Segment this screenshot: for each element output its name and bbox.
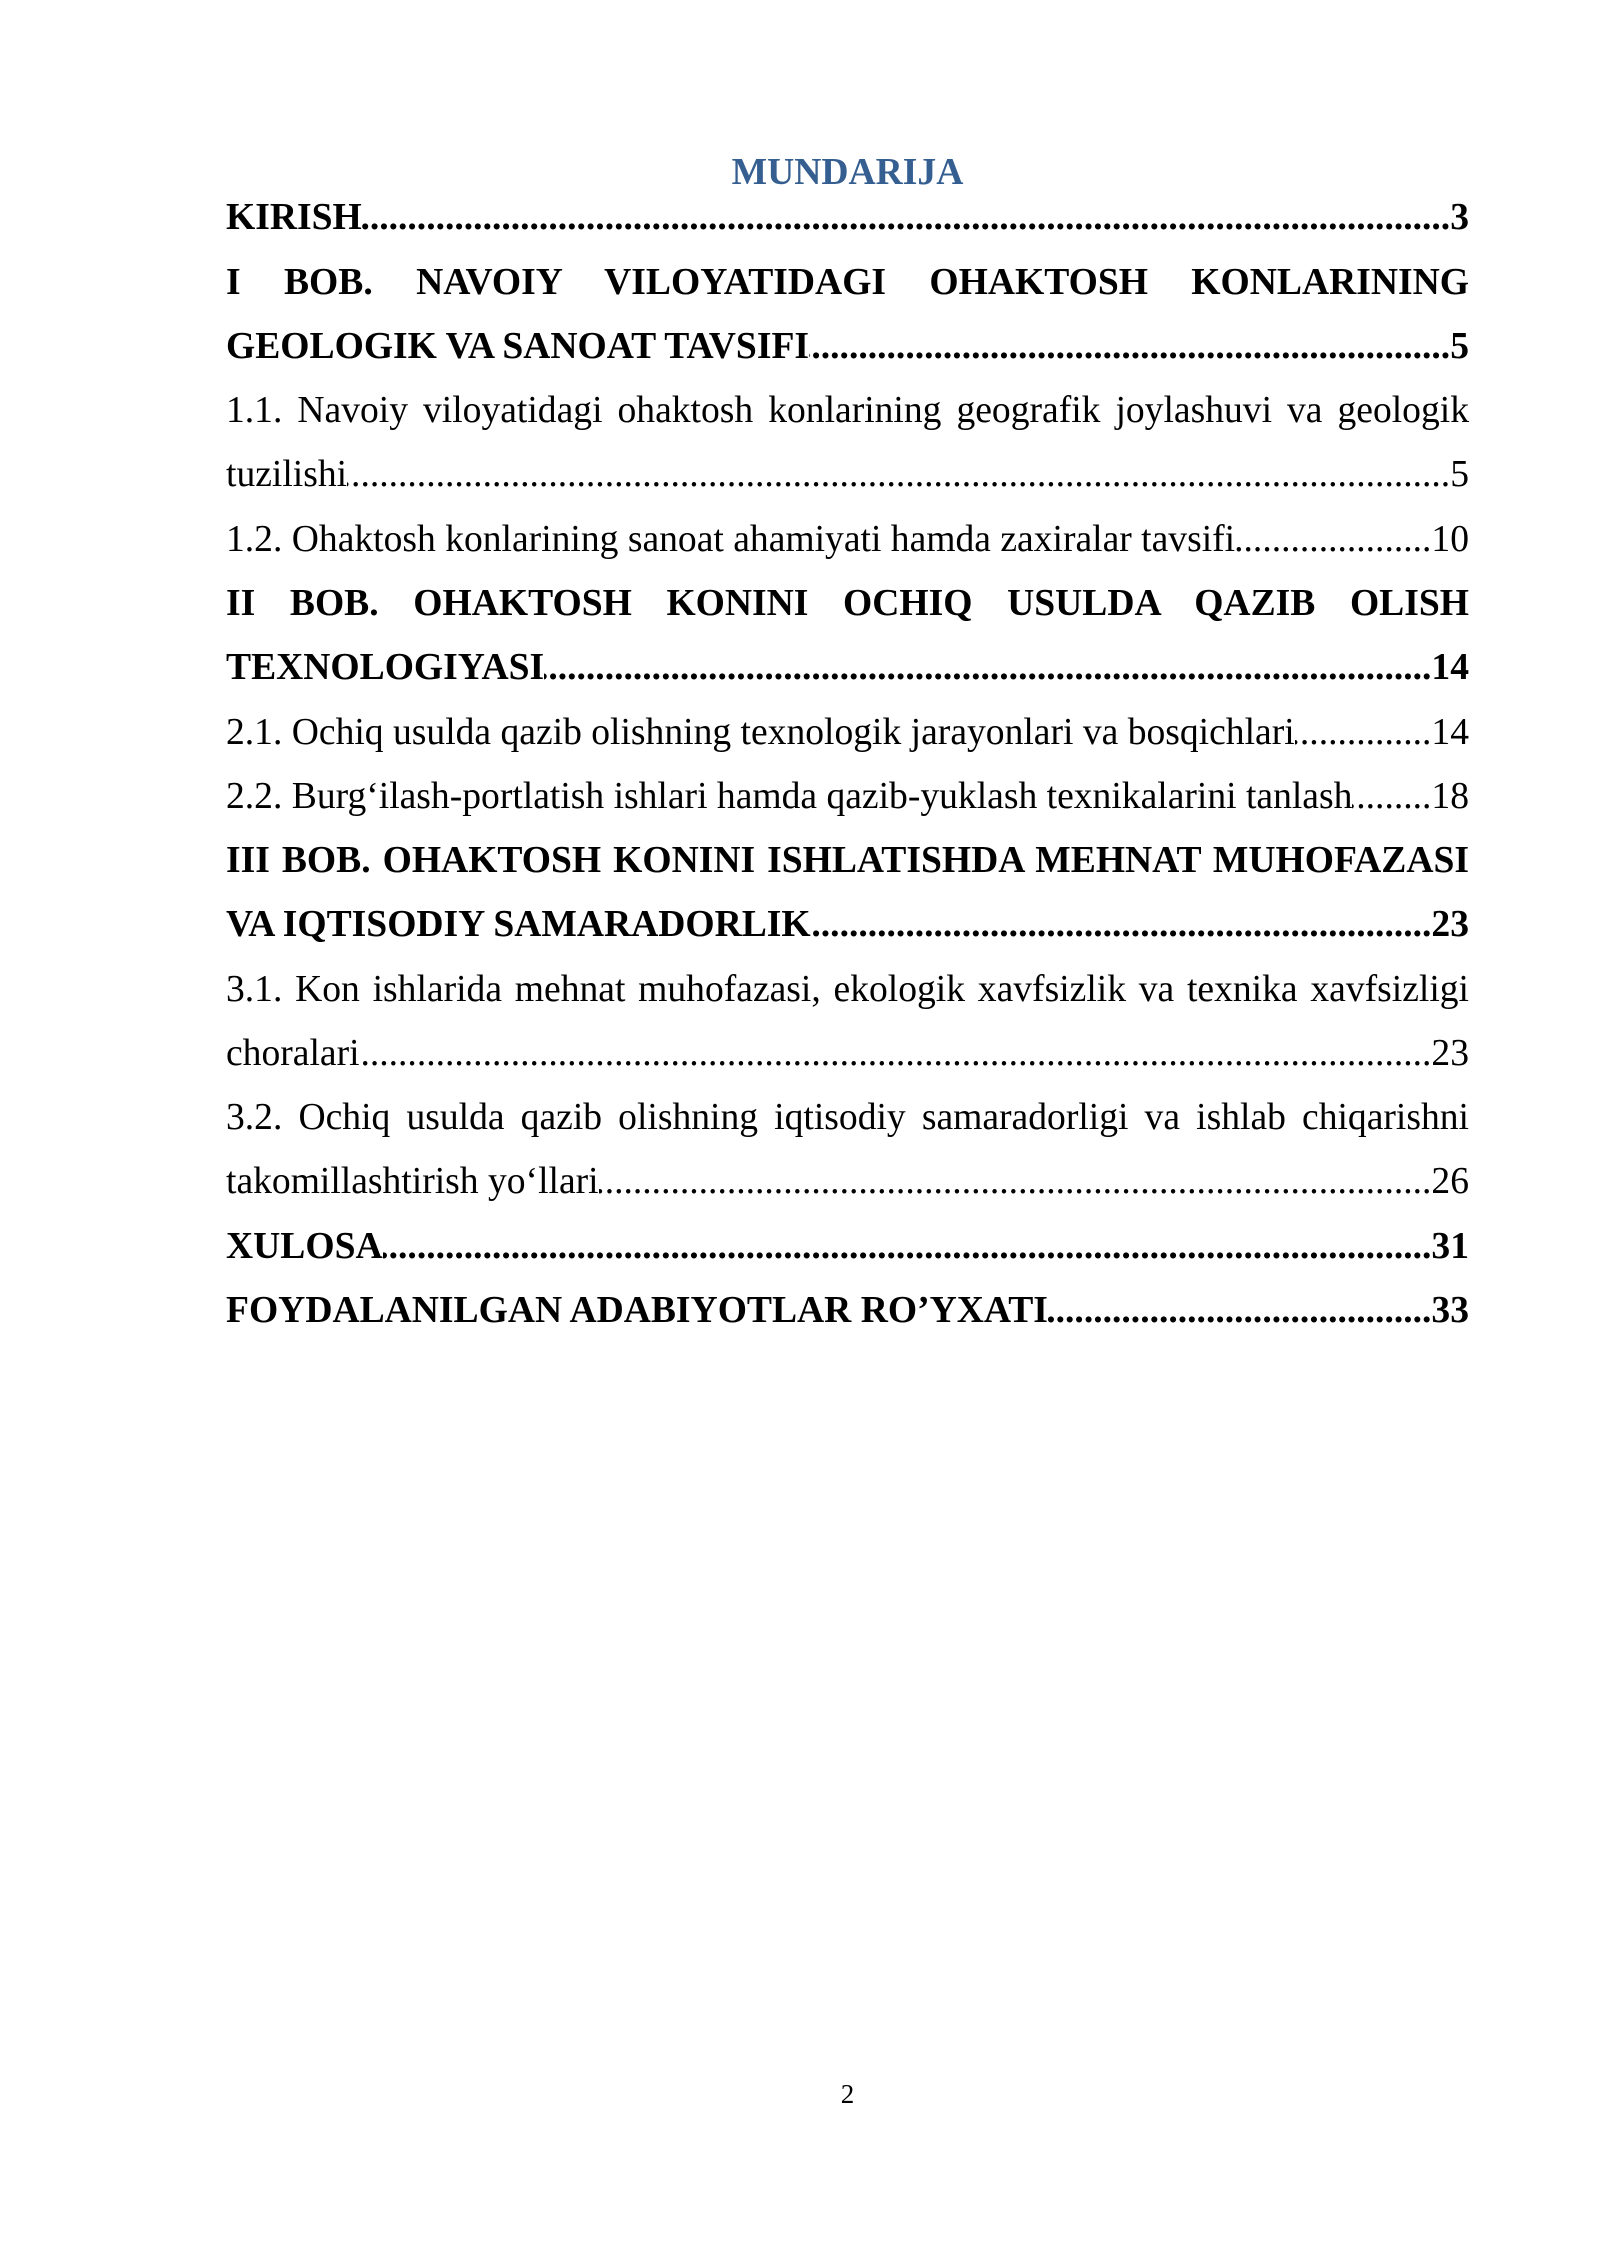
toc-entry-section-1-2 — [226, 508, 1469, 572]
toc-entry-line — [226, 636, 1469, 700]
dot-leader — [1235, 508, 1431, 572]
toc-entry-title: 2.1. Ochiq usulda qazib olishning texnologik jarayonlari va bosqichlari — [226, 711, 1295, 753]
toc-entry-line — [226, 1022, 1469, 1086]
dot-leader — [362, 186, 1450, 250]
toc-page-number: 3 — [1450, 197, 1469, 239]
dot-leader — [811, 893, 1432, 957]
dot-leader — [347, 443, 1450, 507]
toc-entry-chapter-2 — [226, 572, 1469, 701]
dot-leader — [1352, 765, 1431, 829]
toc-entry-line — [226, 765, 1469, 829]
toc-page-number: 31 — [1431, 1225, 1469, 1267]
toc-entry-line — [226, 701, 1469, 765]
toc-heading: MUNDARIJA — [731, 152, 964, 193]
toc-entry-introduction — [226, 186, 1469, 250]
toc-page-number: 14 — [1431, 647, 1469, 689]
toc-page-number: 5 — [1450, 454, 1469, 496]
dot-leader — [383, 1215, 1432, 1279]
toc-entry-line — [226, 893, 1469, 957]
toc-entry-title: KIRISH — [226, 197, 362, 239]
toc-page-number: 5 — [1450, 325, 1469, 367]
dot-leader — [599, 1150, 1432, 1214]
toc-entry-section-3-2 — [226, 1086, 1469, 1215]
toc-entry-line — [226, 1215, 1469, 1279]
toc-entry-title: TEXNOLOGIYASI — [226, 647, 545, 689]
toc-entry-title-line: III BOB. OHAKTOSH KONINI ISHLATISHDA MEHNAT MUHOFAZASI — [226, 840, 1469, 882]
toc-entry-title-line: I BOB. NAVOIY VILOYATIDAGI OHAKTOSH KONLARINING — [226, 261, 1469, 303]
toc-page-number: 14 — [1431, 711, 1469, 753]
toc-entry-title: 1.2. Ohaktosh konlarining sanoat ahamiyati hamda zaxiralar tavsifi — [226, 518, 1236, 560]
toc-entry-title: GEOLOGIK VA SANOAT TAVSIFI — [226, 325, 810, 367]
toc-entry-title: VA IQTISODIY SAMARADORLIK — [226, 904, 811, 946]
toc-page-number: 23 — [1431, 904, 1469, 946]
toc-entry-section-2-1 — [226, 701, 1469, 765]
toc-page-number: 18 — [1431, 775, 1469, 817]
toc-entry-title: choralari — [226, 1032, 360, 1074]
dot-leader — [1048, 1279, 1432, 1343]
toc-entry-section-3-1 — [226, 958, 1469, 1087]
toc-page-number: 10 — [1431, 518, 1469, 560]
toc-page-number: 26 — [1431, 1161, 1469, 1203]
toc-entry-title: takomillashtirish yo‘llari — [226, 1161, 599, 1203]
toc-entry-conclusion — [226, 1215, 1469, 1279]
toc-entry-line — [226, 1150, 1469, 1214]
toc-entry-title: 2.2. Burg‘ilash-portlatish ishlari hamda qazib-yuklash texnikalarini tanlash — [226, 775, 1353, 817]
toc-entry-line — [226, 186, 1469, 250]
dot-leader — [1295, 701, 1432, 765]
dot-leader — [360, 1022, 1432, 1086]
toc-entry-line — [226, 443, 1469, 507]
toc-entry-references — [226, 1279, 1469, 1343]
toc-entry-title: FOYDALANILGAN ADABIYOTLAR RO’YXATI — [226, 1289, 1048, 1331]
toc-entry-title: XULOSA — [226, 1225, 383, 1267]
toc-entry-section-1-1 — [226, 379, 1469, 508]
table-of-contents — [226, 186, 1469, 1343]
toc-page-number: 23 — [1431, 1032, 1469, 1074]
toc-entry-chapter-3 — [226, 829, 1469, 958]
dot-leader — [544, 636, 1431, 700]
toc-entry-line — [226, 508, 1469, 572]
toc-entry-title-line: II BOB. OHAKTOSH KONINI OCHIQ USULDA QAZIB OLISH — [226, 582, 1469, 624]
toc-entry-chapter-1 — [226, 251, 1469, 380]
toc-entry-title-line: 3.1. Kon ishlarida mehnat muhofazasi, ekologik xavfsizlik va texnika xavfsizligi — [226, 968, 1469, 1010]
toc-entry-line — [226, 1279, 1469, 1343]
toc-entry-title-line: 3.2. Ochiq usulda qazib olishning iqtisodiy samaradorligi va ishlab chiqarishni — [226, 1097, 1469, 1139]
toc-entry-section-2-2 — [226, 765, 1469, 829]
toc-entry-title-line: 1.1. Navoiy viloyatidagi ohaktosh konlarining geografik joylashuvi va geologik — [226, 390, 1469, 432]
toc-entry-title: tuzilishi — [226, 454, 348, 496]
dot-leader — [809, 315, 1450, 379]
page-number: 2 — [840, 2079, 855, 2109]
toc-entry-line — [226, 315, 1469, 379]
toc-page-number: 33 — [1431, 1289, 1469, 1331]
